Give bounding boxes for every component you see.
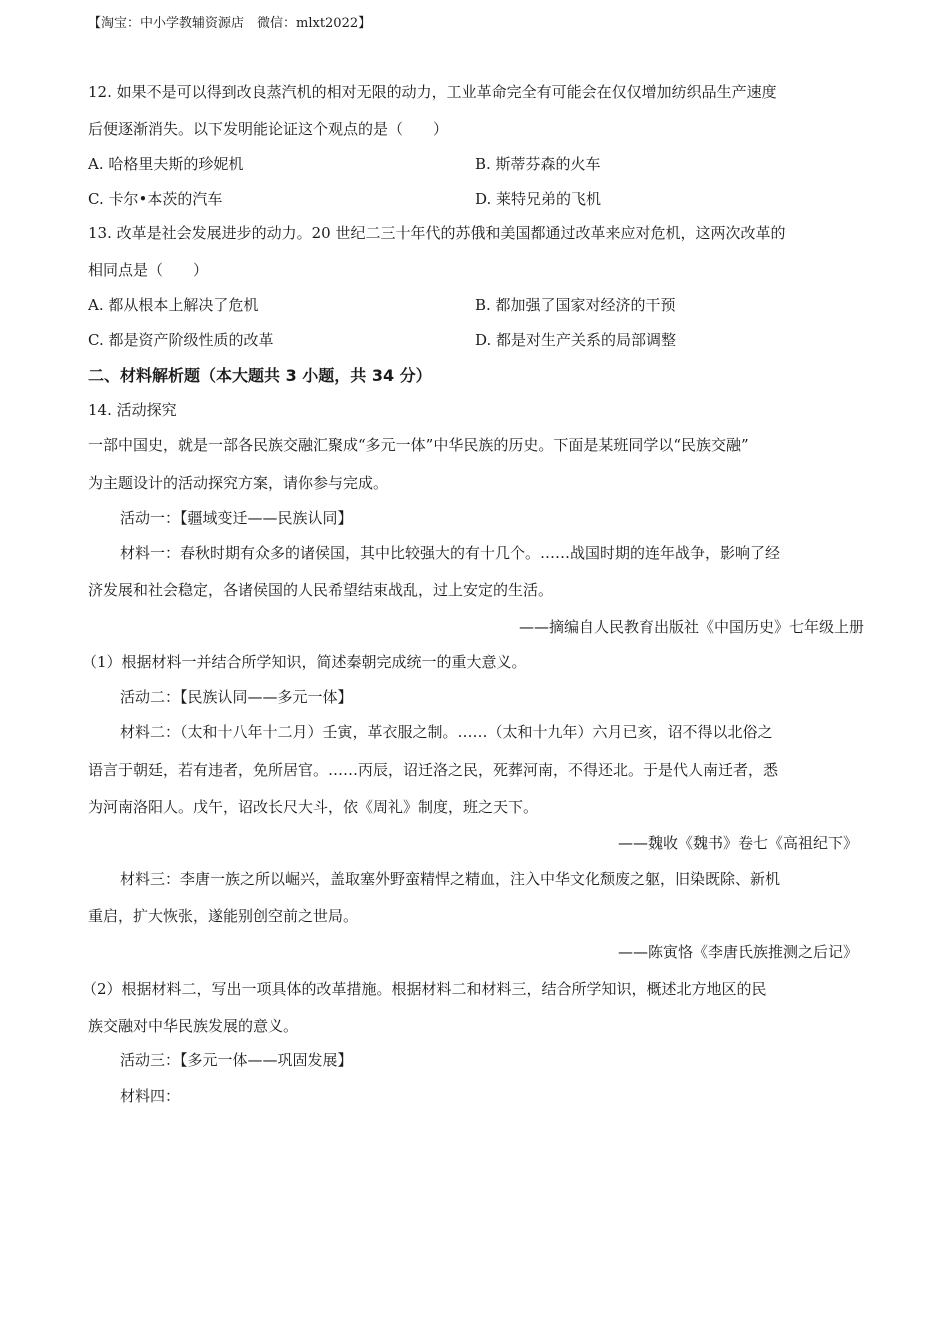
q13-option-a: A. 都从根本上解决了危机 [88,296,259,314]
material-1-source: ——摘编自人民教育出版社《中国历史》七年级上册 [518,618,864,636]
activity-1-heading: 活动一：【疆域变迁——民族认同】 [120,509,353,527]
q13-stem-line1: 13. 改革是社会发展进步的动力。20 世纪二三十年代的苏俄和美国都通过改革来应对危机，这两次改革的 [88,224,786,242]
q14-intro-line1: 一部中国史，就是一部各民族交融汇聚成“多元一体”中华民族的历史。下面是某班同学以“民族交融” [88,436,749,454]
q12-option-b: B. 斯蒂芬森的火车 [475,155,601,173]
material-1-line2: 济发展和社会稳定，各诸侯国的人民希望结束战乱，过上安定的生活。 [88,581,554,599]
material-4-label: 材料四： [120,1087,181,1105]
q12-stem-line1: 12. 如果不是可以得到改良蒸汽机的相对无限的动力，工业革命完全有可能会在仅仅增加纺织品生产速度 [88,83,777,101]
q14-title: 14. 活动探究 [88,401,177,419]
q14-intro-line2: 为主题设计的活动探究方案，请你参与完成。 [88,474,389,492]
q13-option-d: D. 都是对生产关系的局部调整 [475,331,677,349]
material-3-line1: 材料三：李唐一族之所以崛兴，盖取塞外野蛮精悍之精血，注入中华文化颓废之躯，旧染既除、新机 [120,870,781,888]
material-1-line1: 材料一：春秋时期有众多的诸侯国，其中比较强大的有十几个。……战国时期的连年战争，影响了经 [120,544,781,562]
activity-3-heading: 活动三：【多元一体——巩固发展】 [120,1051,353,1069]
q12-option-a: A. 哈格里夫斯的珍妮机 [88,155,244,173]
sub-question-2-line2: 族交融对中华民族发展的意义。 [88,1017,299,1035]
sub-question-1: （1）根据材料一并结合所学知识，简述秦朝完成统一的重大意义。 [82,653,527,671]
q13-option-c: C. 都是资产阶级性质的改革 [88,331,274,349]
material-2-line2: 语言于朝廷，若有违者，免所居官。……丙辰，诏迁洛之民，死葬河南，不得还北。于是代人南迁者，悉 [88,761,779,779]
material-2-line1: 材料二：（太和十八年十二月）壬寅，革衣服之制。……（太和十九年）六月已亥，诏不得以北俗之 [120,723,773,741]
material-3-source: ——陈寅恪《李唐氏族推测之后记》 [617,943,858,961]
q13-stem-line2: 相同点是（ ） [88,261,209,279]
q12-option-c: C. 卡尔•本茨的汽车 [88,190,223,208]
material-2-source: ——魏收《魏书》卷七《高祖纪下》 [617,834,858,852]
activity-2-heading: 活动二：【民族认同——多元一体】 [120,688,353,706]
section-2-title: 二、材料解析题（本大题共 3 小题，共 34 分） [88,366,432,385]
material-2-line3: 为河南洛阳人。戊午，诏改长尺大斗，依《周礼》制度，班之天下。 [88,798,539,816]
q12-stem-line2: 后便逐渐消失。以下发明能论证这个观点的是（ ） [88,120,449,138]
q13-option-b: B. 都加强了国家对经济的干预 [475,296,676,314]
sub-question-2-line1: （2）根据材料二，写出一项具体的改革措施。根据材料二和材料三，结合所学知识，概述北方地区的民 [82,980,767,998]
page-header: 【淘宝：中小学教辅资源店 微信：mlxt2022】 [88,16,372,31]
material-3-line2: 重启，扩大恢张，遂能别创空前之世局。 [88,907,359,925]
q12-option-d: D. 莱特兄弟的飞机 [475,190,602,208]
